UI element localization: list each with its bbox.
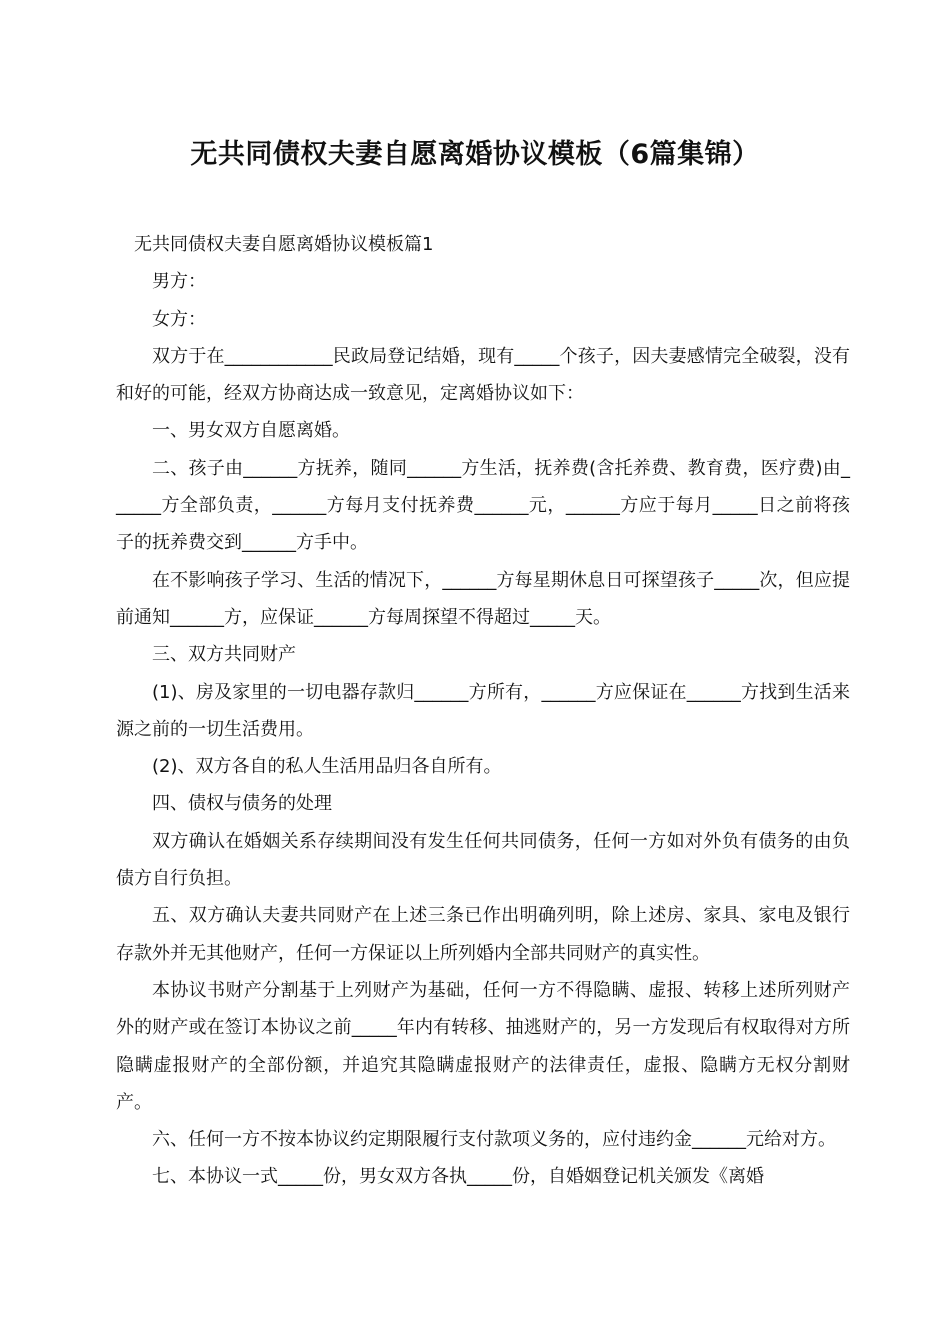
- paragraph-female-party: 女方：: [152, 308, 206, 330]
- paragraph-debts: 双方确认在婚姻关系存续期间没有发生任何共同债务，任何一方如对外负有债务的由负债方自行负担。: [116, 830, 850, 890]
- paragraph-clause-6: 六、任何一方不按本协议约定期限履行支付款项义务的，应付违约金______元给对方。: [152, 1129, 836, 1151]
- paragraph-property-division: 本协议书财产分割基于上列财产为基础，任何一方不得隐瞒、虚报、转移上述所列财产外的财产或在签订本协议之前_____年内有转移、抽逃财产的，另一方发现后有权取得对方所隐瞒虚报财产的全部份额，并追究其隐瞒虚报财产的法律责任，虚报、隐瞒方无权分割财产。: [116, 979, 850, 1113]
- paragraph-property-2: (2)、双方各自的私人生活用品归各自所有。: [152, 756, 502, 778]
- paragraph-clause-4-heading: 四、债权与债务的处理: [152, 793, 332, 815]
- paragraph-clause-7: 七、本协议一式_____份，男女双方各执_____份，自婚姻登记机关颁发《离婚: [152, 1166, 764, 1188]
- paragraph-clause-3-heading: 三、双方共同财产: [152, 644, 296, 666]
- paragraph-male-party: 男方：: [152, 271, 206, 293]
- paragraph-property-1: (1)、房及家里的一切电器存款归______方所有，______方应保证在______方找到生活来源之前的一切生活费用。: [116, 681, 850, 740]
- document-body: [116, 226, 850, 1196]
- paragraph-clause-1: 一、男女双方自愿离婚。: [152, 420, 350, 442]
- section-title: 无共同债权夫妻自愿离婚协议模板篇1: [134, 234, 434, 255]
- paragraph-clause-5: 五、双方确认夫妻共同财产在上述三条已作出明确列明，除上述房、家具、家电及银行存款外并无其他财产，任何一方保证以上所列婚内全部共同财产的真实性。: [116, 905, 850, 964]
- paragraph-marriage-registration: 双方于在____________民政局登记结婚，现有_____个孩子，因夫妻感情完全破裂，没有和好的可能，经双方协商达成一致意见，定离婚协议如下：: [116, 345, 850, 405]
- paragraph-visitation: 在不影响孩子学习、生活的情况下，______方每星期休息日可探望孩子_____次，但应提前通知______方，应保证______方每周探望不得超过_____天。: [116, 569, 850, 628]
- paragraph-clause-2-custody: 二、孩子由______方抚养，随同______方生活，抚养费(含托养费、教育费，医疗费)由______方全部负责，______方每月支付抚养费______元，______方应于每月_____日之前将孩子的抚养费交到______方手中。: [116, 457, 850, 554]
- document-title: 无共同债权夫妻自愿离婚协议模板（6篇集锦）: [190, 139, 760, 170]
